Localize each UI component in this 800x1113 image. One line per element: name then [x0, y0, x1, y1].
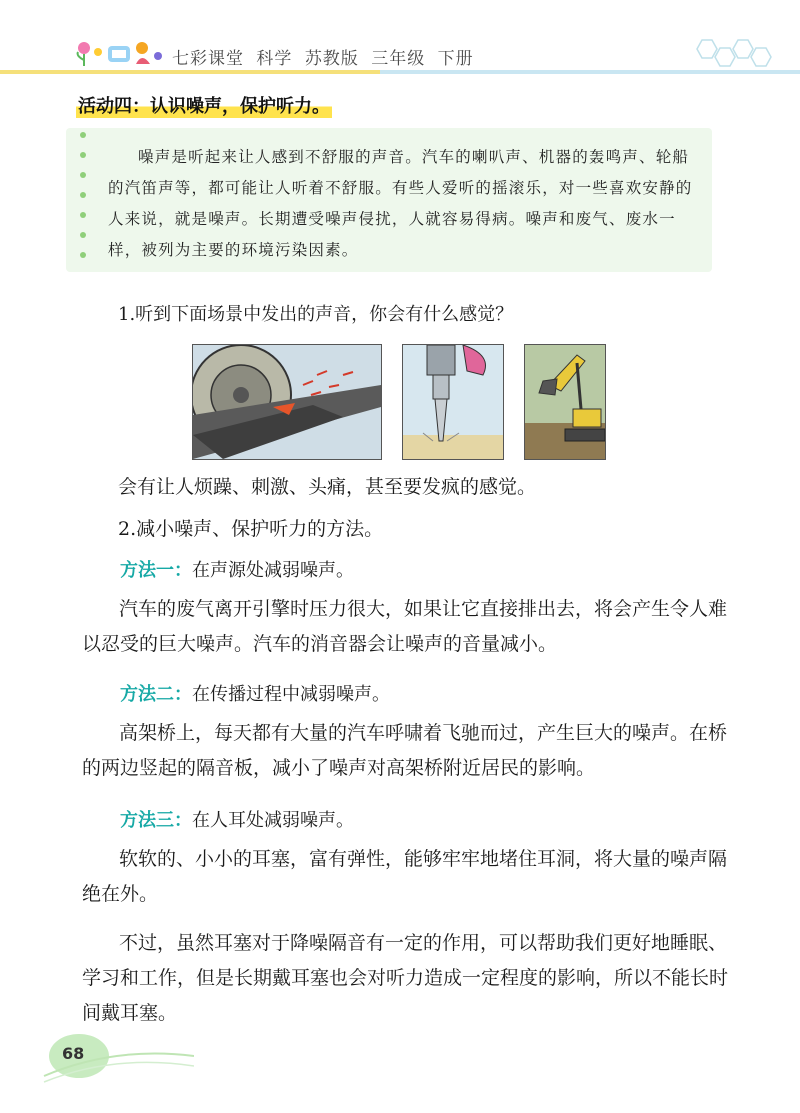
answer-1: 会有让人烦躁、刺激、头痛，甚至要发疯的感觉。: [118, 476, 537, 498]
bullet-dots: [72, 132, 86, 272]
method-2-label: 方法二：: [120, 684, 192, 705]
header-grade: 三年级: [371, 49, 426, 69]
excavator-image: [525, 345, 605, 459]
method-2-heading: [120, 680, 390, 706]
header-volume: 下册: [437, 49, 474, 69]
page-number-decoration-icon: [34, 1026, 194, 1096]
logo-icon: [72, 34, 168, 68]
saw-cutting-illustration: [192, 344, 382, 460]
header-subject: 科学: [256, 49, 293, 69]
closing-text: 不过，虽然耳塞对于降噪隔音有一定的作用，可以帮助我们更好地睡眠、学习和工作，但是长期戴耳塞也会对听力造成一定程度的影响，所以不能长时间戴耳塞。: [82, 932, 729, 1024]
method-1-heading: [120, 556, 354, 582]
method-1-text: 汽车的废气离开引擎时压力很大，如果让它直接排出去，将会产生令人难以忍受的巨大噪声。汽车的消音器会让噪声的音量减小。: [82, 598, 728, 655]
question-2: 2.减小噪声、保护听力的方法。: [118, 518, 384, 540]
intro-box: [66, 128, 712, 272]
page-number: 68: [62, 1044, 85, 1063]
header-breadcrumb: [172, 44, 474, 69]
drill-illustration: [402, 344, 504, 460]
method-1-label: 方法一：: [120, 560, 192, 581]
header-series: 七彩课堂: [172, 49, 244, 69]
header-divider: [0, 70, 800, 74]
method-3-title: 在人耳处减弱噪声。: [192, 810, 354, 831]
method-3-label: 方法三：: [120, 810, 192, 831]
saw-image: [193, 345, 381, 459]
excavator-illustration: [524, 344, 606, 460]
question-1: 1.听到下面场景中发出的声音，你会有什么感觉？: [118, 304, 514, 325]
method-1-title: 在声源处减弱噪声。: [192, 560, 354, 581]
page-header: [0, 0, 800, 80]
hexagon-decoration-icon: [692, 34, 782, 68]
method-2-title: 在传播过程中减弱噪声。: [192, 684, 390, 705]
method-2-text: 高架桥上，每天都有大量的汽车呼啸着飞驰而过，产生巨大的噪声。在桥的两边竖起的隔音板，减小了噪声对高架桥附近居民的影响。: [82, 722, 728, 779]
method-3-text: 软软的、小小的耳塞，富有弹性，能够牢牢地堵住耳洞，将大量的噪声隔绝在外。: [82, 848, 728, 905]
drill-image: [403, 345, 503, 459]
activity-title: 活动四：认识噪声，保护听力。: [76, 92, 332, 118]
intro-text: 噪声是听起来让人感到不舒服的声音。汽车的喇叭声、机器的轰鸣声、轮船的汽笛声等，都可能让人听着不舒服。有些人爱听的摇滚乐，对一些喜欢安静的人来说，就是噪声。长期遭受噪声侵扰，人就容易得病。噪声和废气、废水一样，被列为主要的环境污染因素。: [108, 148, 693, 259]
header-edition: 苏教版: [304, 49, 359, 69]
method-3-heading: [120, 806, 354, 832]
